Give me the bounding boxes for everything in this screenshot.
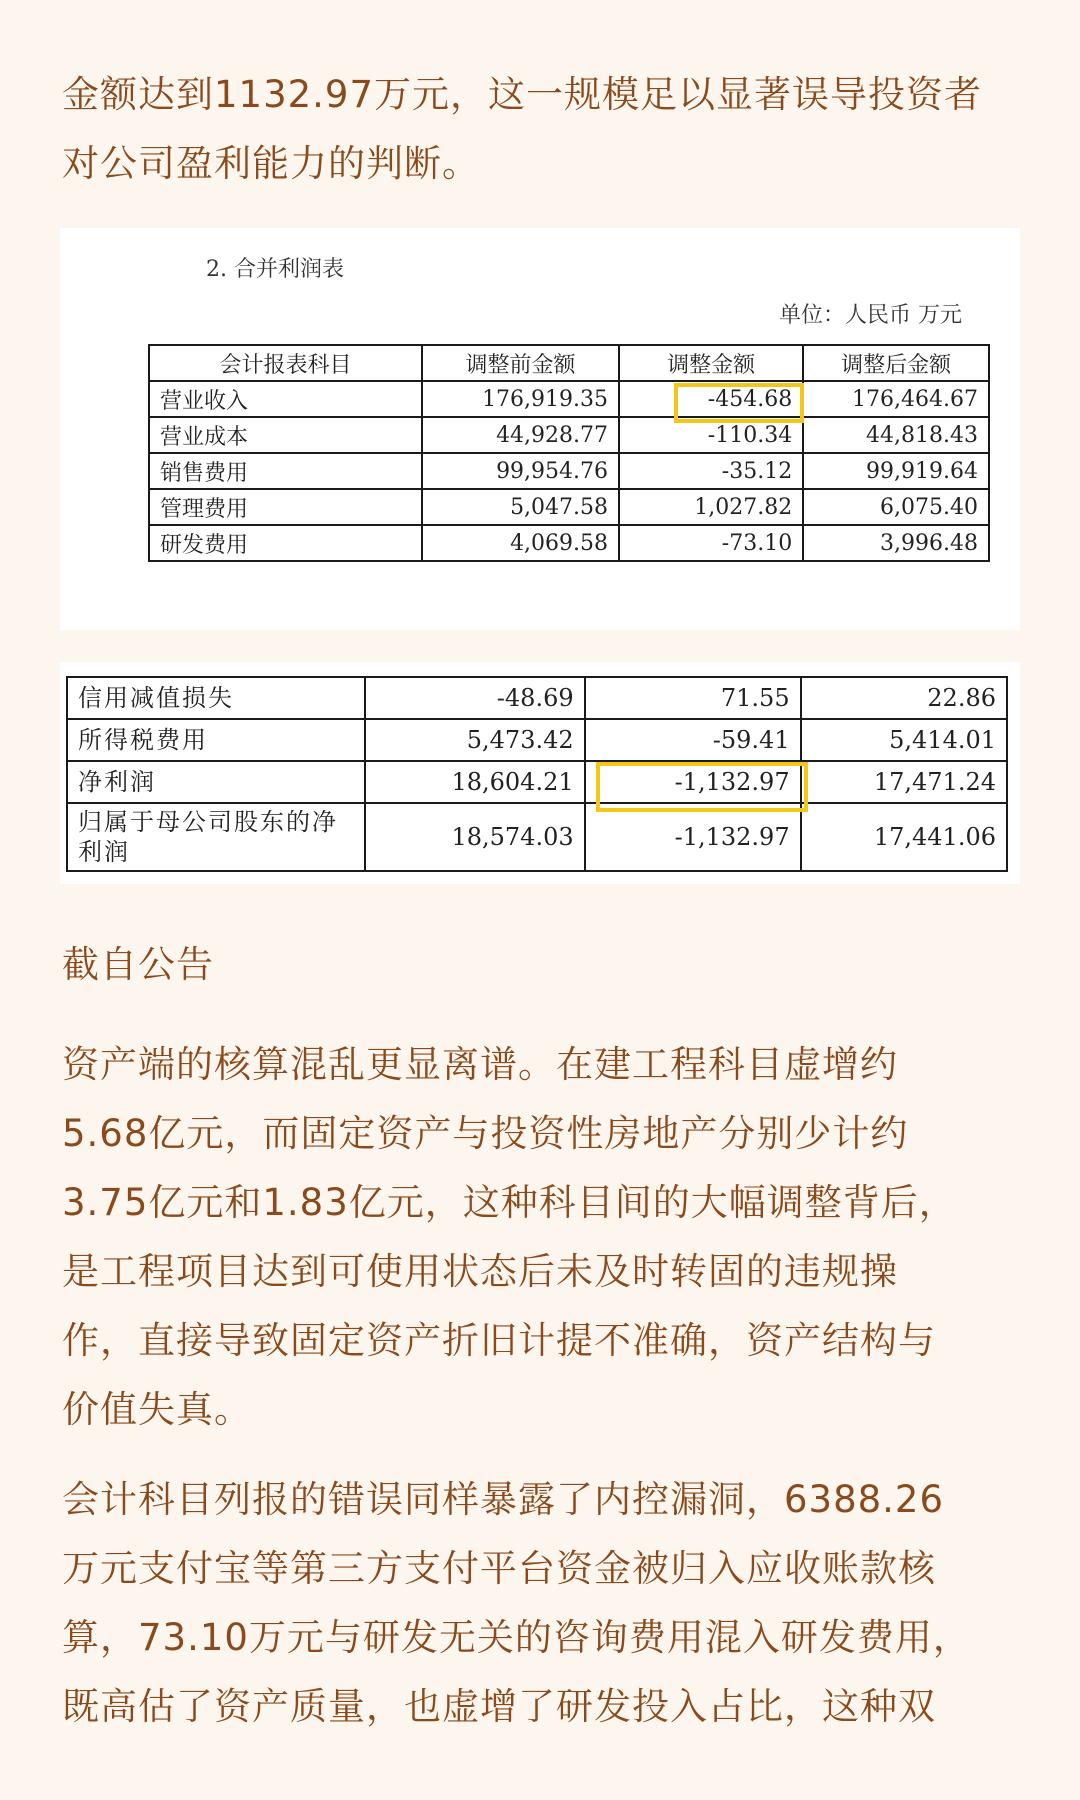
- table-cell: -35.12: [619, 453, 803, 489]
- table-row: [149, 525, 989, 561]
- text-line: 算，73.10万元与研发无关的咨询费用混入研发费用，: [62, 1616, 971, 1659]
- table-row: [67, 803, 1007, 871]
- table-cell: 44,818.43: [803, 417, 989, 453]
- table-cell: 17,471.24: [801, 761, 1007, 803]
- table-cell: 净利润: [67, 761, 365, 803]
- table-cell: 3,996.48: [803, 525, 989, 561]
- text-line: 金额达到1132.97万元，这一规模足以显著误导投资者: [62, 73, 983, 116]
- income-statement-image: [60, 228, 1020, 630]
- table-cell: 176,464.67: [803, 381, 989, 417]
- table-cell: 销售费用: [149, 453, 422, 489]
- header-cell: 调整金额: [619, 345, 803, 381]
- table-row: [149, 453, 989, 489]
- table-header-row: [149, 345, 989, 381]
- body-paragraph: [62, 1030, 1022, 1444]
- table-cell: 归属于母公司股东的净利润: [67, 803, 365, 871]
- income-statement-continued-image: [60, 662, 1020, 884]
- table-cell: -454.68: [619, 381, 803, 417]
- table-row: [67, 677, 1007, 719]
- table-cell: 71.55: [585, 677, 801, 719]
- table-cell: 18,604.21: [365, 761, 585, 803]
- table-cell: 营业收入: [149, 381, 422, 417]
- table-cell: 5,473.42: [365, 719, 585, 761]
- text-line: 既高估了资产质量，也虚增了研发投入占比，这种双: [62, 1685, 936, 1728]
- table-row: [149, 381, 989, 417]
- text-line: 作，直接导致固定资产折旧计提不准确，资产结构与: [62, 1319, 936, 1362]
- image-caption: 截自公告: [62, 943, 214, 986]
- table-cell: 99,919.64: [803, 453, 989, 489]
- table-cell: -48.69: [365, 677, 585, 719]
- text-line: 价值失真。: [62, 1388, 252, 1431]
- header-cell: 调整前金额: [422, 345, 619, 381]
- table-cell: 176,919.35: [422, 381, 619, 417]
- table-cell: 5,414.01: [801, 719, 1007, 761]
- table-cell: 6,075.40: [803, 489, 989, 525]
- income-statement-continued-table: [66, 676, 1008, 872]
- statement-unit: 单位：人民币 万元: [779, 303, 962, 328]
- intro-paragraph: [62, 60, 1022, 198]
- table-cell: 22.86: [801, 677, 1007, 719]
- table-cell: 研发费用: [149, 525, 422, 561]
- table-cell: 所得税费用: [67, 719, 365, 761]
- table-cell: 5,047.58: [422, 489, 619, 525]
- text-line: 对公司盈利能力的判断。: [62, 142, 480, 185]
- table-cell: -73.10: [619, 525, 803, 561]
- income-statement-table: [148, 344, 990, 562]
- text-line: 3.75亿元和1.83亿元，这种科目间的大幅调整背后，: [62, 1181, 957, 1224]
- table-cell: 44,928.77: [422, 417, 619, 453]
- table-row: [67, 719, 1007, 761]
- text-line: 万元支付宝等第三方支付平台资金被归入应收账款核: [62, 1547, 936, 1590]
- table-row: [67, 761, 1007, 803]
- text-line: 是工程项目达到可使用状态后未及时转固的违规操: [62, 1250, 898, 1293]
- table-cell: 17,441.06: [801, 803, 1007, 871]
- statement-title: 2. 合并利润表: [206, 257, 344, 282]
- table-cell: 99,954.76: [422, 453, 619, 489]
- table-cell: 营业成本: [149, 417, 422, 453]
- body-paragraph: [62, 1465, 1022, 1741]
- table-cell: -59.41: [585, 719, 801, 761]
- text-line: 会计科目列报的错误同样暴露了内控漏洞，6388.26: [62, 1478, 945, 1521]
- table-cell: 信用减值损失: [67, 677, 365, 719]
- text-line: 资产端的核算混乱更显离谱。在建工程科目虚增约: [62, 1043, 898, 1086]
- table-cell: -110.34: [619, 417, 803, 453]
- header-cell: 会计报表科目: [149, 345, 422, 381]
- table-row: [149, 489, 989, 525]
- text-line: 5.68亿元，而固定资产与投资性房地产分别少计约: [62, 1112, 909, 1155]
- table-row: [149, 417, 989, 453]
- table-cell: 18,574.03: [365, 803, 585, 871]
- table-cell: 4,069.58: [422, 525, 619, 561]
- header-cell: 调整后金额: [803, 345, 989, 381]
- table-cell: 管理费用: [149, 489, 422, 525]
- table-cell: -1,132.97: [585, 803, 801, 871]
- table-cell: -1,132.97: [585, 761, 801, 803]
- table-cell: 1,027.82: [619, 489, 803, 525]
